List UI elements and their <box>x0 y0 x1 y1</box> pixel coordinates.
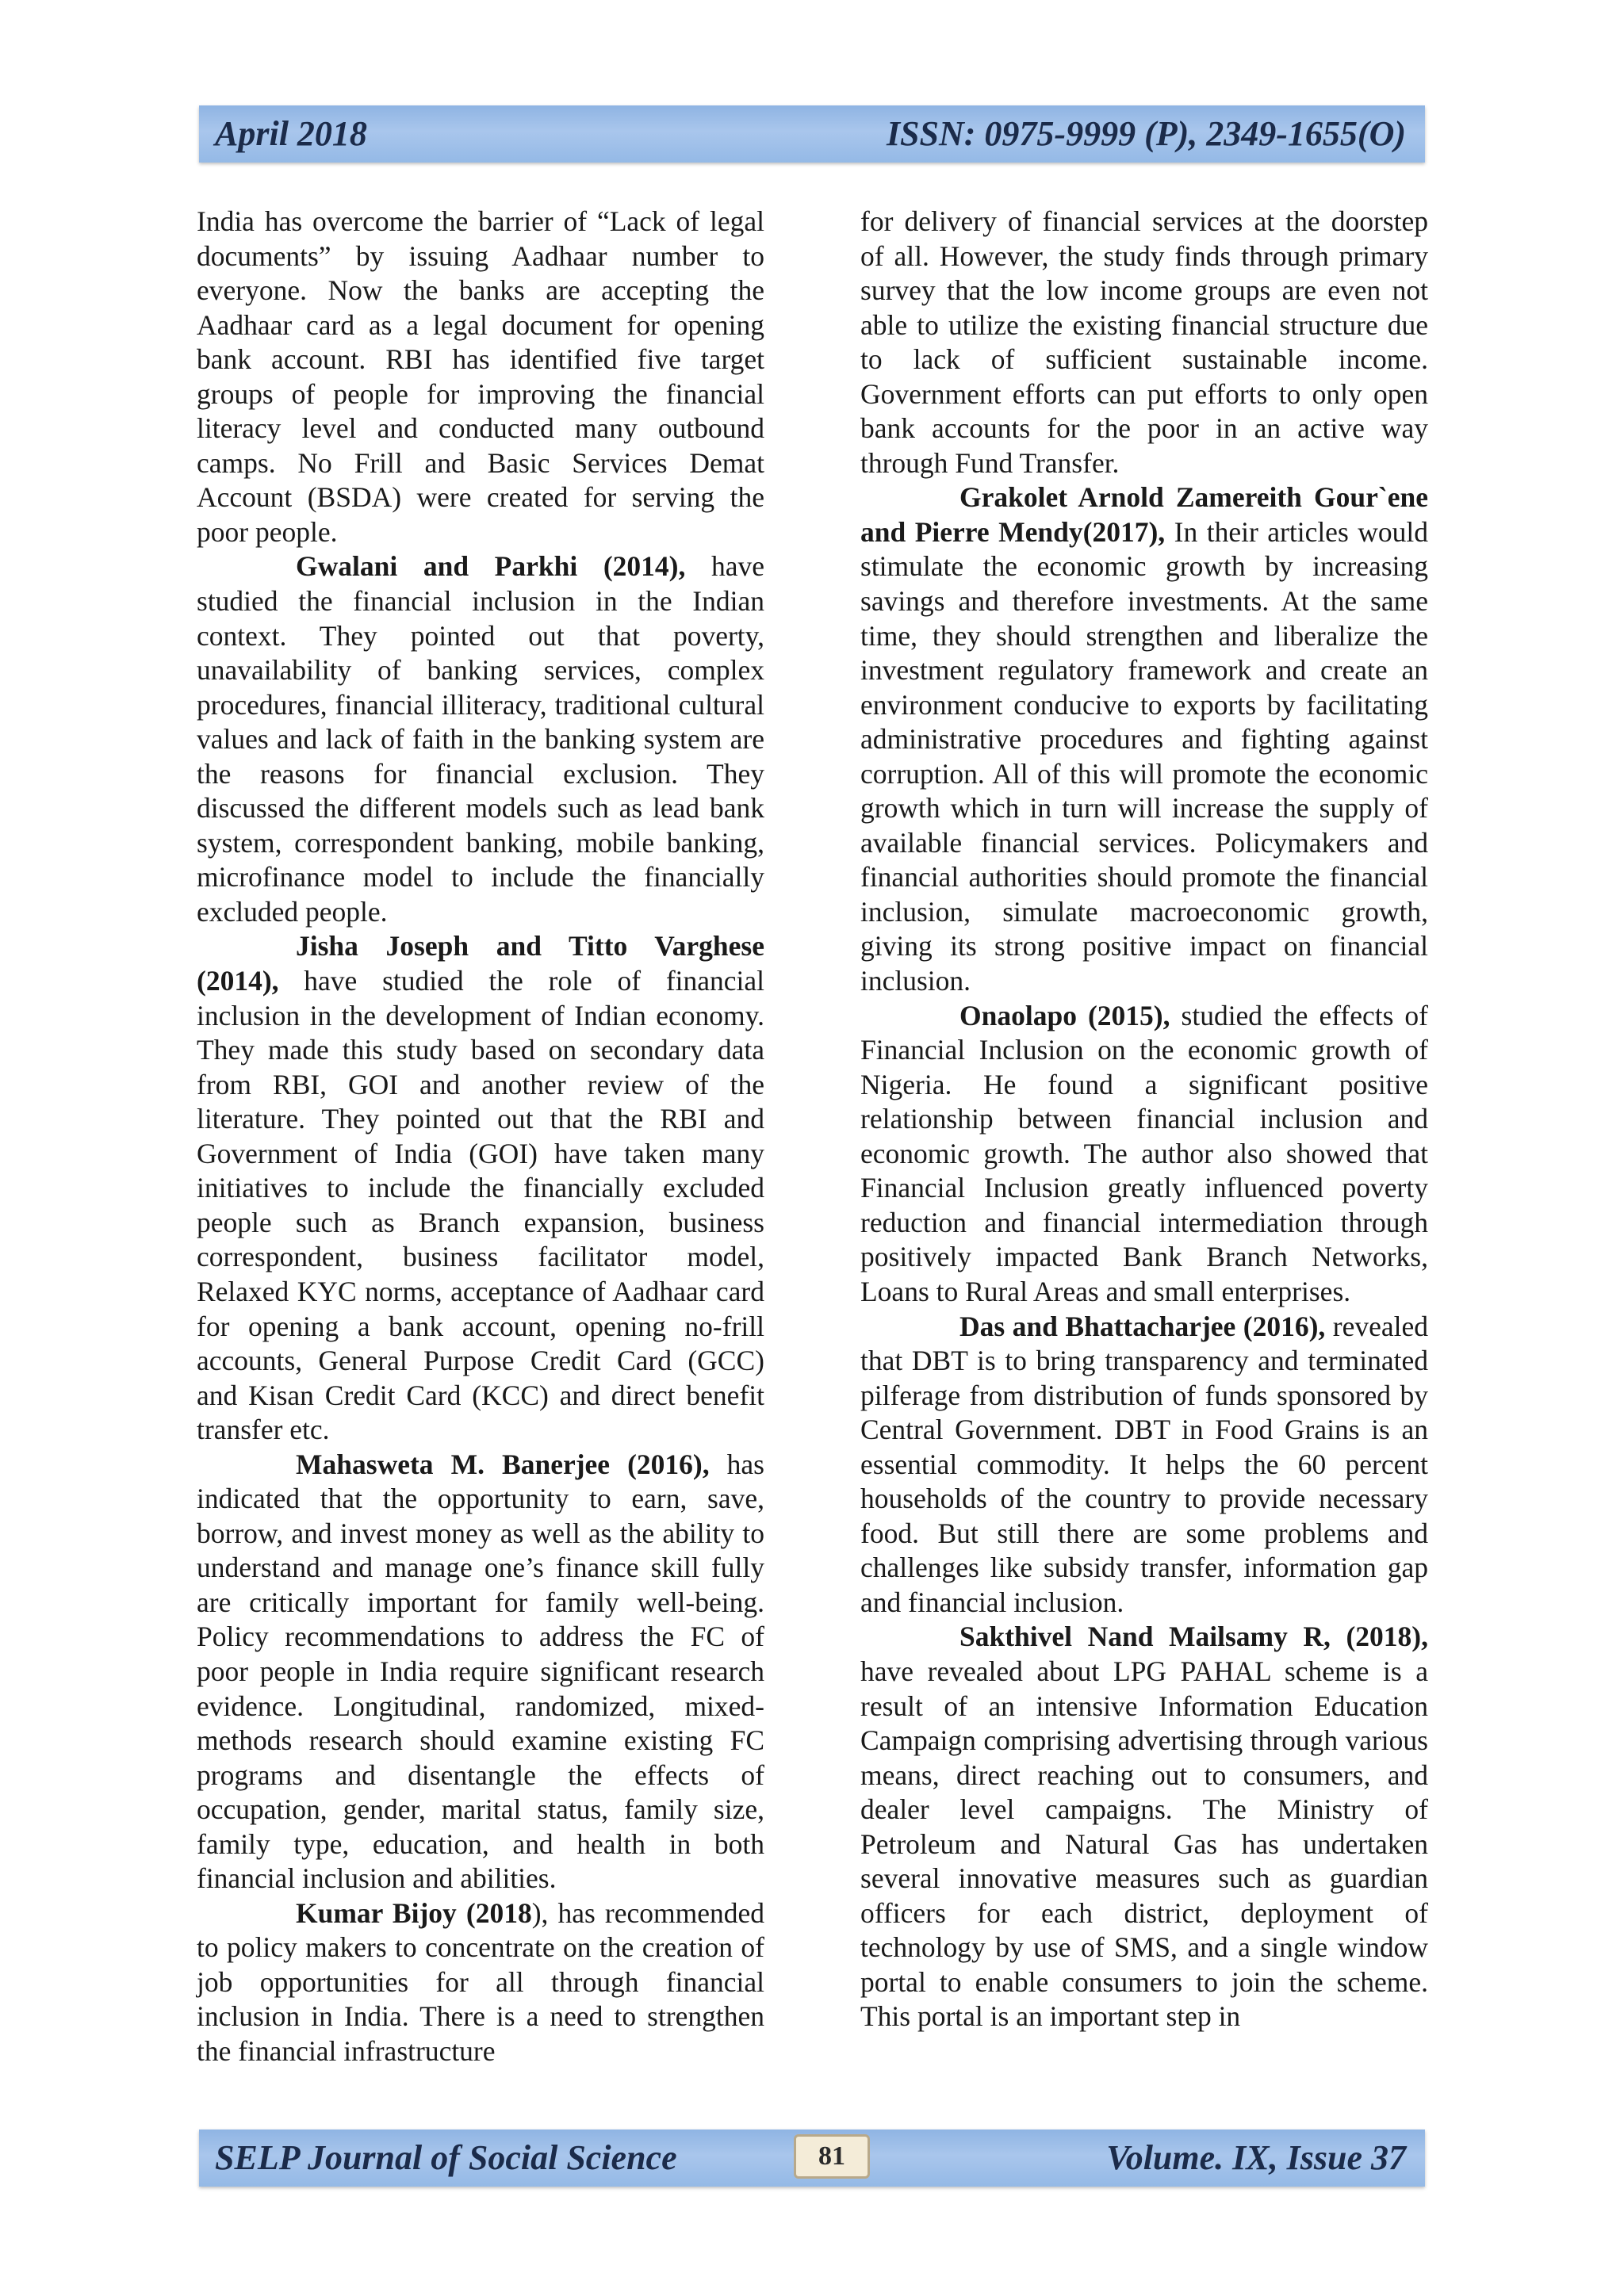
paragraph <box>197 205 764 549</box>
volume-issue: Volume. IX, Issue 37 <box>1106 2138 1406 2177</box>
paragraph-text: studied the effects of Financial Inclusion on the economic growth of Nigeria. He found a significant positive relationship between financial inclusion and economic growth. The author also showed that Financial Inclusion greatly influenced poverty reduction and financial intermediation through positively impacted Bank Branch Networks, Loans to Rural Areas and small enterprises. <box>860 999 1428 1307</box>
footer-band <box>199 2130 1425 2187</box>
header-band <box>199 105 1425 163</box>
paragraph <box>197 1448 764 1896</box>
paragraph-text: have studied the role of financial inclusion in the development of Indian economy. They made this study based on secondary data from RBI, GOI and another review of the literature. They pointed out that the RBI and Government of India (GOI) have taken many initiatives to include the financially excluded people such as Branch expansion, business correspondent, business facilitator model, Relaxed KYC norms, acceptance of Aadhaar card for opening a bank account, opening no-frill accounts, General Purpose Credit Card (GCC) and Kisan Credit Card (KCC) and direct benefit transfer etc. <box>197 965 764 1446</box>
author-citation: Das and Bhattacharjee (2016), <box>959 1310 1326 1342</box>
paragraph-text: In their articles would stimulate the economic growth by increasing savings and therefore investments. At the same time, they should strengthen and liberalize the investment regulatory framework and create an environment conducive to exports by facilitating administrative procedures and fighting against corruption. All of this will promote the economic growth which in turn will increase the supply of available financial services. Policymakers and financial authorities should promote the financial inclusion, simulate macroeconomic growth, giving its strong positive impact on financial inclusion. <box>860 515 1428 997</box>
author-citation: Sakthivel Nand Mailsamy R, (2018), <box>959 1621 1428 1653</box>
paragraph-text: India has overcome the barrier of “Lack of legal documents” by issuing Aadhaar number to everyone. Now the banks are accepting the Aadhaar card as a legal document for opening bank account. RBI has identified five target groups of people for improving the financial literacy level and conducted many outbound camps. No Frill and Basic Services Demat Account (BSDA) were created for serving the poor people. <box>197 205 764 548</box>
paragraph-text: for delivery of financial services at the doorstep of all. However, the study finds through primary survey that the low income groups are even not able to utilize the existing financial structure due to lack of sufficient sustainable income. Government efforts can put efforts to only open bank accounts for the poor in an active way through Fund Transfer. <box>860 205 1428 479</box>
author-citation: Grakolet Arnold Zamereith Gour`ene and Pierre Mendy(2017), <box>860 481 1428 548</box>
paragraph <box>197 1896 764 2069</box>
author-citation: Kumar Bijoy (2018 <box>296 1896 532 1929</box>
journal-name: SELP Journal of Social Science <box>215 2138 677 2177</box>
right-column <box>860 205 1428 2034</box>
paragraph-text: has indicated that the opportunity to earn, save, borrow, and invest money as well as the ability to understand and manage one’s finance skill fully are critically important for family well-being. Policy recommendations to address the FC of poor people in India require significant research evidence. Longitudinal, randomized, mixed-methods research should examine existing FC programs and disentangle the effects of occupation, gender, marital status, family size, family type, education, and health in both financial inclusion and abilities. <box>197 1448 765 1895</box>
paragraph <box>860 1620 1428 2034</box>
left-column <box>197 205 764 2069</box>
author-citation: Gwalani and Parkhi (2014), <box>296 550 686 583</box>
paragraph <box>860 205 1428 480</box>
issn-number: ISSN: 0975-9999 (P), 2349-1655(O) <box>886 114 1406 153</box>
author-citation: Mahasweta M. Banerjee (2016), <box>296 1448 710 1480</box>
paragraph-text: revealed that DBT is to bring transparency and terminated pilferage from distribution of funds sponsored by Central Government. DBT in Food Grains is an essential commodity. It helps the 60 percent households of the country to provide necessary food. But still there are some problems and challenges like subsidy transfer, information gap and financial inclusion. <box>860 1310 1428 1618</box>
paragraph <box>197 549 764 929</box>
paragraph <box>860 999 1428 1310</box>
page-number: 81 <box>794 2134 870 2179</box>
paragraph <box>860 1310 1428 1621</box>
issue-date: April 2018 <box>215 114 367 153</box>
paragraph-text: ), has recommended to policy makers to concentrate on the creation of job opportunities for all through financial inclusion in India. There is a need to strengthen the financial infrastructure <box>197 1896 765 2067</box>
paragraph <box>860 480 1428 998</box>
author-citation: Onaolapo (2015), <box>959 999 1170 1031</box>
paragraph <box>197 929 764 1447</box>
author-citation: Jisha Joseph and Titto Varghese (2014), <box>197 930 764 997</box>
paragraph-text: have revealed about LPG PAHAL scheme is a result of an intensive Information Education Campaign comprising advertising through various means, direct reaching out to consumers, and dealer level campaigns. The Ministry of Petroleum and Natural Gas has undertaken several innovative measures such as guardian officers for each district, deployment of technology by use of SMS, and a single window portal to enable consumers to join the scheme. This portal is an important step in <box>860 1655 1428 2033</box>
paragraph-text: have studied the financial inclusion in the Indian context. They pointed out that poverty, unavailability of banking services, complex procedures, financial illiteracy, traditional cultural values and lack of faith in the banking system are the reasons for financial exclusion. They discussed the different models such as lead bank system, correspondent banking, mobile banking, microfinance model to include the financially excluded people. <box>197 550 764 928</box>
